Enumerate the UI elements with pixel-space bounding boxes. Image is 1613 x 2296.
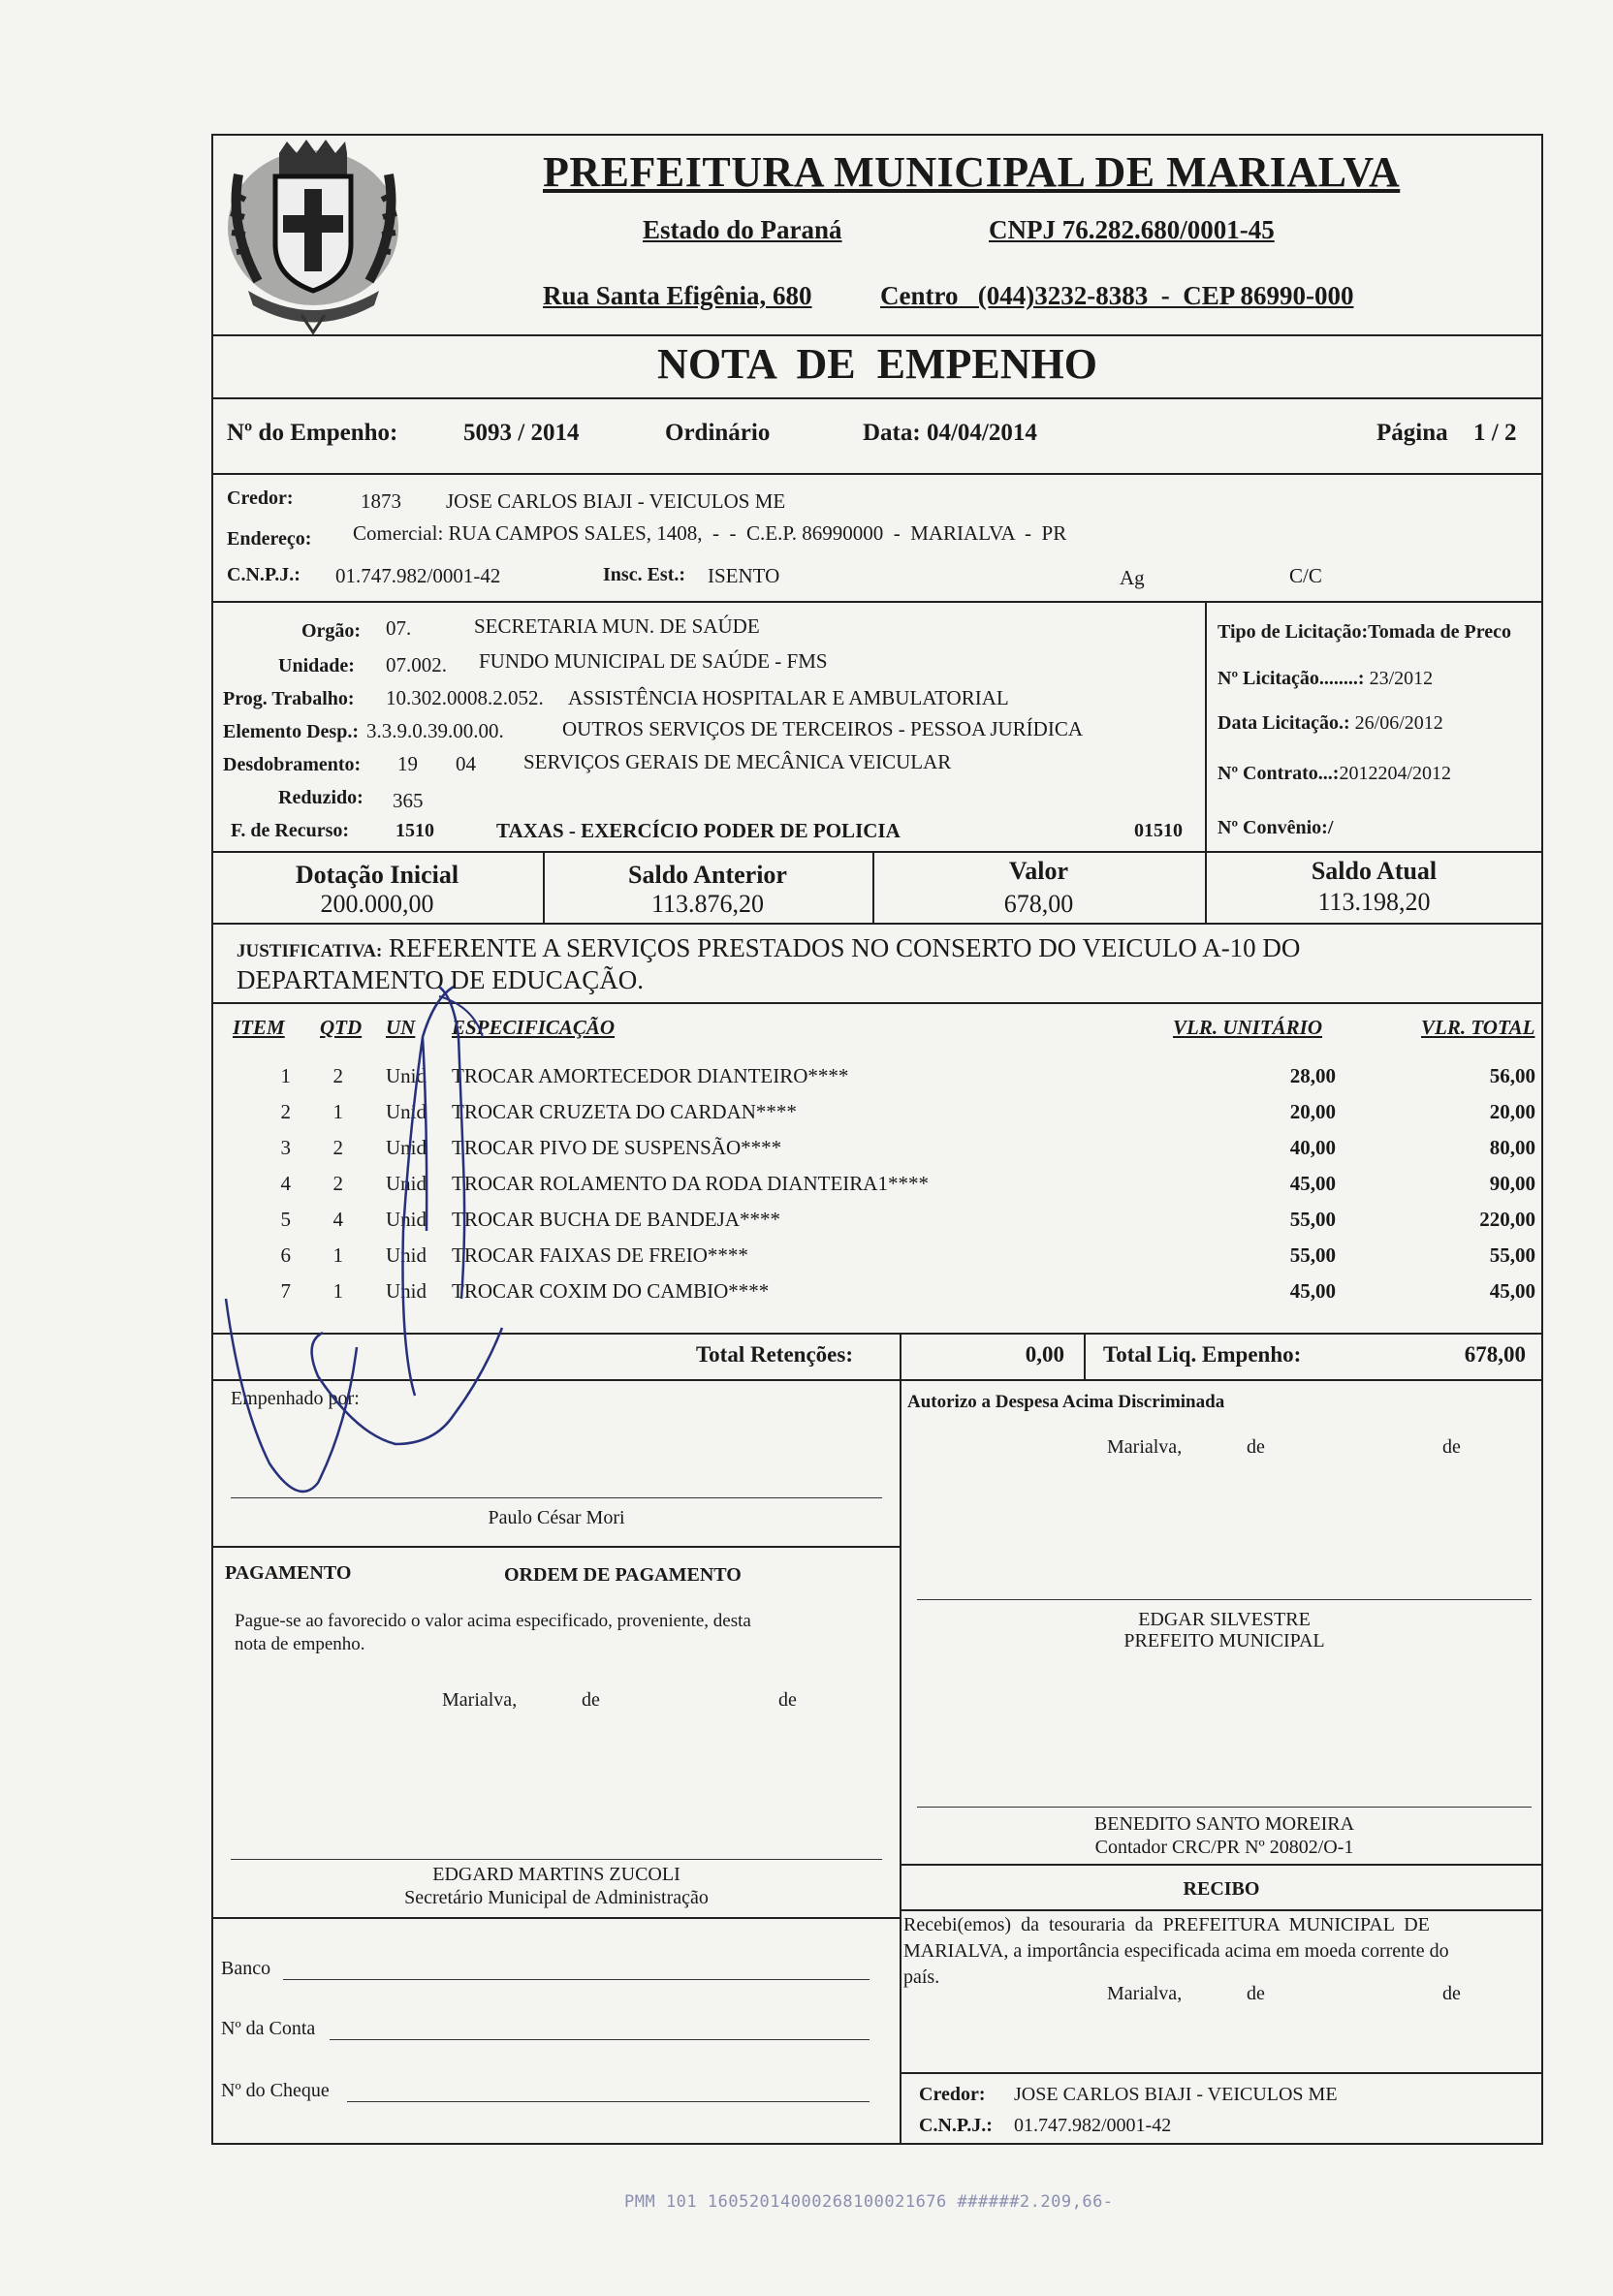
- liq-empenho-value: 678,00: [1464, 1342, 1526, 1367]
- contrato-label: Nº Contrato...:: [1218, 763, 1340, 784]
- item-un: Unid: [386, 1279, 427, 1303]
- licitacao-data: [1218, 712, 1443, 735]
- ag-label: Ag: [1120, 566, 1145, 589]
- item-especificacao: TROCAR ROLAMENTO DA RODA DIANTEIRA1****: [452, 1172, 929, 1195]
- recibo-de2: de: [1442, 1983, 1461, 2004]
- desdobramento-label: Desdobramento:: [223, 754, 362, 775]
- insc-value: ISENTO: [708, 564, 780, 587]
- saldo-atual-label: Saldo Atual: [1311, 857, 1438, 885]
- page-label: Página: [1376, 420, 1448, 446]
- org-contact: Centro (044)3232-8383 - CEP 86990-000: [880, 281, 1354, 310]
- autorizo-label: Autorizo a Despesa Acima Discriminada: [907, 1392, 1225, 1412]
- credor-name: JOSE CARLOS BIAJI - VEICULOS ME: [446, 489, 786, 513]
- item-vlr-total: 45,00: [1489, 1279, 1535, 1303]
- item-number: 3: [280, 1136, 291, 1159]
- empenhado-name: Paulo César Mori: [488, 1507, 625, 1528]
- valor-label: Valor: [1008, 857, 1069, 885]
- orgao-code: 07.: [386, 616, 412, 640]
- autorizo-marialva: Marialva,: [1107, 1436, 1183, 1458]
- prefeito-name: EDGAR SILVESTRE: [1138, 1609, 1311, 1630]
- pag-de1: de: [582, 1689, 600, 1711]
- desd-code1: 19: [397, 752, 418, 775]
- secretario-title: Secretário Municipal de Administração: [404, 1887, 709, 1908]
- tipo-licitacao: Tipo de Licitação:Tomada de Preco: [1218, 621, 1511, 643]
- signature-strokes: [211, 979, 696, 1522]
- crest-icon: [219, 136, 408, 339]
- recurso-name: TAXAS - EXERCÍCIO PODER DE POLICIA: [496, 819, 901, 842]
- contador-name: BENEDITO SANTO MOREIRA: [1093, 1813, 1355, 1835]
- org-address: Rua Santa Efigênia, 680: [543, 281, 812, 310]
- recurso-code: 1510: [395, 820, 434, 841]
- footer-code: PMM 101 16052014000268100021676 ######2.209,66-: [624, 2192, 1114, 2212]
- autorizo-de1: de: [1247, 1436, 1265, 1458]
- dotacao-label: Dotação Inicial: [295, 861, 459, 889]
- col-un: UN: [386, 1016, 416, 1039]
- orgao-label: Orgão:: [301, 620, 362, 642]
- recibo-text2: MARIALVA, a importância especificada acima em moeda corrente do: [903, 1940, 1449, 1962]
- item-un: Unid: [386, 1208, 427, 1231]
- conta-label: Nº da Conta: [221, 2018, 316, 2039]
- retencoes-label: Total Retenções:: [695, 1342, 853, 1367]
- item-number: 1: [280, 1064, 291, 1087]
- item-number: 2: [280, 1100, 291, 1123]
- licitacao-num-value: 23/2012: [1369, 668, 1434, 689]
- item-qtd: 1: [332, 1279, 343, 1303]
- unidade-label: Unidade:: [278, 655, 355, 676]
- saldo-atual-value: 113.198,20: [1317, 888, 1431, 916]
- cc-label: C/C: [1289, 564, 1322, 587]
- prog-name: ASSISTÊNCIA HOSPITALAR E AMBULATORIAL: [568, 686, 1009, 709]
- empenho-type: Ordinário: [665, 420, 771, 446]
- prog-code: 10.302.0008.2.052.: [386, 686, 544, 709]
- col-vlr-total: VLR. TOTAL: [1421, 1016, 1535, 1039]
- col-vlr-unitario: VLR. UNITÁRIO: [1173, 1016, 1323, 1039]
- saldo-anterior-value: 113.876,20: [650, 890, 765, 918]
- cnpj-label: C.N.P.J.:: [227, 564, 300, 585]
- convenio: Nº Convênio:/: [1218, 817, 1334, 838]
- col-especificacao: ESPECIFICAÇÃO: [452, 1016, 616, 1039]
- recibo-cnpj-label: C.N.P.J.:: [919, 2115, 993, 2136]
- item-vlr-total: 90,00: [1489, 1172, 1535, 1195]
- credor-address: Comercial: RUA CAMPOS SALES, 1408, - - C.E.P. 86990000 - MARIALVA - PR: [353, 521, 1067, 545]
- item-qtd: 2: [332, 1172, 343, 1195]
- item-vlr-unitario: 55,00: [1289, 1243, 1336, 1267]
- item-qtd: 1: [332, 1243, 343, 1267]
- item-vlr-unitario: 28,00: [1289, 1064, 1336, 1087]
- empenho-date: Data: 04/04/2014: [863, 420, 1037, 446]
- credor-code: 1873: [361, 489, 401, 513]
- col-qtd: QTD: [320, 1016, 363, 1039]
- reduzido-label: Reduzido:: [278, 787, 364, 808]
- recurso-code2: 01510: [1134, 820, 1183, 841]
- prefeito-title: PREFEITO MUNICIPAL: [1123, 1630, 1325, 1651]
- item-vlr-total: 20,00: [1489, 1100, 1535, 1123]
- item-especificacao: TROCAR BUCHA DE BANDEJA****: [452, 1208, 780, 1231]
- insc-label: Insc. Est.:: [603, 564, 686, 585]
- reduzido-value: 365: [393, 789, 424, 812]
- dotacao-value: 200.000,00: [320, 890, 434, 918]
- item-especificacao: TROCAR FAIXAS DE FREIO****: [452, 1243, 748, 1267]
- state-label: Estado do Paraná: [643, 215, 842, 244]
- item-especificacao: TROCAR COXIM DO CAMBIO****: [452, 1279, 770, 1303]
- orgao-name: SECRETARIA MUN. DE SAÚDE: [474, 614, 760, 638]
- item-especificacao: TROCAR PIVO DE SUSPENSÃO****: [452, 1136, 782, 1159]
- pagamento-label: PAGAMENTO: [225, 1562, 352, 1584]
- contrato: [1218, 763, 1451, 785]
- liq-empenho-label: Total Liq. Empenho:: [1103, 1342, 1302, 1367]
- org-title: PREFEITURA MUNICIPAL DE MARIALVA: [543, 148, 1401, 196]
- licitacao-data-label: Data Licitação.:: [1218, 712, 1350, 734]
- recibo-credor-label: Credor:: [919, 2084, 986, 2105]
- desd-code2: 04: [456, 752, 476, 775]
- item-number: 4: [280, 1172, 291, 1195]
- pag-marialva: Marialva,: [442, 1689, 518, 1711]
- item-vlr-unitario: 45,00: [1289, 1279, 1336, 1303]
- item-vlr-unitario: 20,00: [1289, 1100, 1336, 1123]
- elemento-code: 3.3.9.0.39.00.00.: [366, 719, 504, 742]
- banco-label: Banco: [221, 1958, 271, 1979]
- valor-value: 678,00: [1003, 890, 1074, 918]
- item-number: 7: [280, 1279, 291, 1303]
- endereco-label: Endereço:: [227, 528, 312, 550]
- item-un: Unid: [386, 1064, 427, 1087]
- licitacao-data-value: 26/06/2012: [1354, 712, 1443, 734]
- autorizo-de2: de: [1442, 1436, 1461, 1458]
- recibo-credor-name: JOSE CARLOS BIAJI - VEICULOS ME: [1014, 2084, 1338, 2105]
- cheque-label: Nº do Cheque: [221, 2080, 330, 2101]
- justificativa-line1: [237, 933, 1300, 963]
- document-title: NOTA DE EMPENHO: [657, 340, 1097, 388]
- item-vlr-total: 80,00: [1489, 1136, 1535, 1159]
- item-vlr-unitario: 55,00: [1289, 1208, 1336, 1231]
- item-un: Unid: [386, 1100, 427, 1123]
- unidade-name: FUNDO MUNICIPAL DE SAÚDE - FMS: [479, 649, 828, 673]
- item-number: 5: [280, 1208, 291, 1231]
- justificativa-text2: DEPARTAMENTO DE EDUCAÇÃO.: [237, 965, 644, 994]
- elemento-label: Elemento Desp.:: [223, 721, 359, 742]
- recurso-label: F. de Recurso:: [231, 820, 350, 841]
- pag-de2: de: [778, 1689, 797, 1711]
- justificativa-label: JUSTIFICATIVA:: [237, 941, 383, 961]
- pague-text2: nota de empenho.: [235, 1634, 365, 1654]
- item-vlr-unitario: 45,00: [1289, 1172, 1336, 1195]
- page-number: 1 / 2: [1473, 420, 1517, 446]
- recibo-label: RECIBO: [1183, 1878, 1260, 1900]
- item-vlr-total: 220,00: [1479, 1208, 1535, 1231]
- empenhado-label: Empenhado por:: [231, 1388, 360, 1409]
- justificativa-text1: REFERENTE A SERVIÇOS PRESTADOS NO CONSERTO DO VEICULO A-10 DO: [389, 933, 1301, 962]
- item-un: Unid: [386, 1243, 427, 1267]
- credor-label: Credor:: [227, 488, 294, 509]
- unidade-code: 07.002.: [386, 653, 447, 676]
- item-qtd: 2: [332, 1136, 343, 1159]
- recibo-de1: de: [1247, 1983, 1265, 2004]
- item-especificacao: TROCAR AMORTECEDOR DIANTEIRO****: [452, 1064, 849, 1087]
- item-vlr-total: 56,00: [1489, 1064, 1535, 1087]
- org-cnpj: CNPJ 76.282.680/0001-45: [989, 215, 1275, 244]
- licitacao-num-label: Nº Licitação........:: [1218, 668, 1365, 689]
- item-qtd: 4: [332, 1208, 343, 1231]
- desd-name: SERVIÇOS GERAIS DE MECÂNICA VEICULAR: [523, 750, 952, 773]
- licitacao-num: [1218, 668, 1433, 690]
- item-un: Unid: [386, 1172, 427, 1195]
- recibo-text1: Recebi(emos) da tesouraria da PREFEITURA MUNICIPAL DE: [903, 1914, 1430, 1935]
- secretario-name: EDGARD MARTINS ZUCOLI: [432, 1864, 680, 1885]
- ordem-pagamento-label: ORDEM DE PAGAMENTO: [504, 1564, 742, 1586]
- contrato-value: 2012204/2012: [1339, 763, 1452, 784]
- contador-title: Contador CRC/PR Nº 20802/O-1: [1094, 1837, 1354, 1858]
- empenho-num-label: Nº do Empenho:: [227, 420, 398, 446]
- elemento-name: OUTROS SERVIÇOS DE TERCEIROS - PESSOA JURÍDICA: [562, 717, 1084, 740]
- saldo-anterior-label: Saldo Anterior: [628, 861, 787, 889]
- item-especificacao: TROCAR CRUZETA DO CARDAN****: [452, 1100, 797, 1123]
- retencoes-value: 0,00: [1025, 1342, 1064, 1367]
- empenho-num: 5093 / 2014: [463, 420, 580, 446]
- pague-text1: Pague-se ao favorecido o valor acima especificado, proveniente, desta: [235, 1611, 751, 1631]
- item-vlr-total: 55,00: [1489, 1243, 1535, 1267]
- item-vlr-unitario: 40,00: [1289, 1136, 1336, 1159]
- credor-cnpj: 01.747.982/0001-42: [335, 564, 501, 587]
- recibo-marialva: Marialva,: [1107, 1983, 1183, 2004]
- item-number: 6: [280, 1243, 291, 1267]
- col-item: ITEM: [233, 1016, 285, 1039]
- recibo-text3: país.: [903, 1966, 940, 1988]
- item-un: Unid: [386, 1136, 427, 1159]
- item-qtd: 1: [332, 1100, 343, 1123]
- item-qtd: 2: [332, 1064, 343, 1087]
- recibo-cnpj: 01.747.982/0001-42: [1014, 2115, 1172, 2136]
- prog-label: Prog. Trabalho:: [223, 688, 355, 709]
